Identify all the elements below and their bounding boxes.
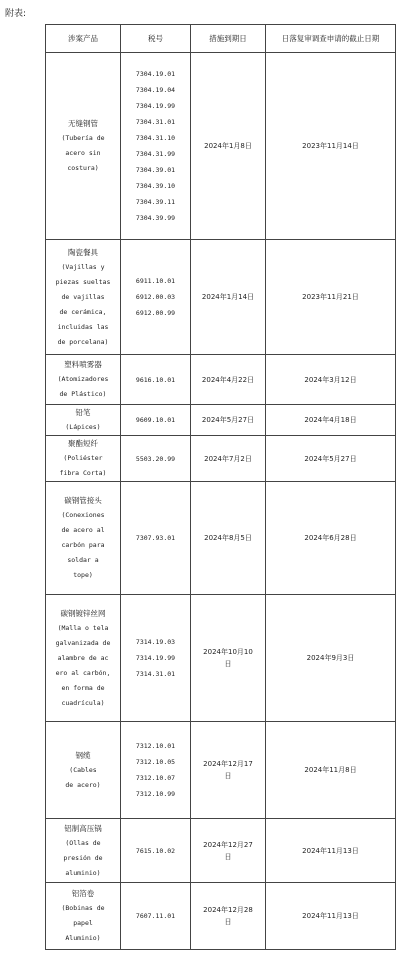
expiry-date-cell [191, 819, 266, 883]
product-name-es-line: de vajillas [61, 292, 105, 301]
review-deadline-cell: 2023年11月14日 [266, 53, 396, 240]
product-name-es-line: (Malla o tela [57, 623, 109, 632]
expiry-date-cell: 2024年4月22日 [191, 355, 266, 405]
product-name-es-line: acero sin [65, 149, 101, 157]
expiry-date-cell: 2024年8月5日 [191, 482, 266, 595]
product-name-es-line: de cerámica, [59, 307, 107, 316]
product-name-es-line: piezas sueltas [55, 277, 111, 286]
tariff-code: 7304.19.04 [135, 86, 176, 94]
product-name-es-line: (Lápices) [65, 423, 101, 431]
product-name-es-line: (Cables [69, 765, 97, 774]
tariff-code: 7304.31.01 [135, 118, 176, 126]
tariff-codes-cell [121, 482, 191, 595]
tariff-code: 7304.19.01 [135, 70, 176, 78]
product-name-cn: 铝箔卷 [71, 889, 95, 898]
col-header-expiry: 措施到期日 [191, 25, 266, 53]
tariff-code: 7312.10.07 [135, 774, 176, 782]
product-cell [46, 722, 121, 819]
tariff-codes-cell [121, 595, 191, 722]
tariff-codes-cell [121, 240, 191, 355]
expiry-date-line: 日 [224, 660, 232, 668]
product-name-es-line: aluminio) [65, 868, 101, 877]
product-name-es-line: alambre de ac [57, 653, 109, 662]
tariff-code: 7304.31.99 [135, 150, 176, 158]
product-name-es-line: (Atomizadores [57, 375, 109, 383]
product-name-es-line: soldar a [67, 556, 99, 564]
product-name-cn: 钢缆 [75, 750, 91, 760]
product-cell [46, 405, 121, 436]
product-name-es-line: tope) [73, 571, 93, 579]
tariff-codes-cell [121, 436, 191, 482]
product-cell [46, 240, 121, 355]
tariff-code: 9616.10.01 [135, 375, 176, 384]
review-deadline-cell: 2024年6月28日 [266, 482, 396, 595]
table-row [46, 819, 396, 883]
product-name-es-line: presión de [63, 853, 103, 862]
product-cell [46, 482, 121, 595]
expiry-date-line: 2024年12月27 [203, 840, 253, 849]
expiry-date-line: 2024年12月17 [203, 760, 253, 768]
product-name-es-line: Aluminio) [65, 934, 101, 942]
product-name-es-line: de Plástico) [59, 390, 107, 398]
review-deadline-cell: 2024年4月18日 [266, 405, 396, 436]
expiry-date-line: 2024年10月10 [203, 648, 253, 656]
tariff-code: 7312.10.05 [135, 758, 176, 766]
review-deadline-cell: 2023年11月21日 [266, 240, 396, 355]
product-name-es-line: (Tubería de [61, 134, 105, 142]
table-row [46, 240, 396, 355]
tariff-code: 6911.10.01 [135, 277, 176, 285]
tariff-codes-cell [121, 405, 191, 436]
table-row [46, 405, 396, 436]
review-deadline-cell: 2024年3月12日 [266, 355, 396, 405]
table-row [46, 595, 396, 722]
tariff-codes-cell [121, 722, 191, 819]
product-name-es-line: galvanizada de [55, 638, 111, 647]
product-cell [46, 53, 121, 240]
tariff-code: 7312.10.01 [135, 742, 176, 750]
product-name-es-line: de porcelana) [57, 337, 109, 346]
product-name-es-line: ero al carbón, [55, 668, 111, 677]
tariff-codes-cell [121, 53, 191, 240]
product-name-es-line: (Conexiones [61, 511, 105, 519]
product-name-es-line: de acero) [65, 780, 101, 789]
product-name-es-line: incluidas las [57, 322, 109, 331]
product-name-es-line: (Poliéster [63, 454, 103, 462]
product-cell [46, 883, 121, 950]
table-header-row [46, 25, 396, 53]
expiry-date-line: 日 [224, 772, 232, 780]
tariff-code: 7304.39.10 [135, 182, 176, 190]
tariff-code: 7304.39.01 [135, 166, 176, 174]
tariff-code: 7615.10.02 [135, 846, 176, 855]
col-header-deadline: 日落复审调查申请的截止日期 [266, 25, 396, 53]
expiry-date-cell [191, 595, 266, 722]
tariff-code: 6912.00.99 [135, 309, 176, 317]
tariff-code: 7304.39.11 [135, 198, 176, 206]
expiry-date-line: 日 [224, 852, 232, 861]
product-name-es-line: (Vajillas y [61, 262, 105, 271]
product-name-cn: 碳钢管接头 [64, 496, 102, 505]
table-row [46, 883, 396, 950]
expiry-date-cell [191, 722, 266, 819]
tariff-code: 9609.10.01 [135, 416, 176, 424]
tariff-code: 7304.39.99 [135, 214, 176, 222]
review-deadline-cell: 2024年11月13日 [266, 819, 396, 883]
tariff-codes-cell [121, 819, 191, 883]
table-row [46, 436, 396, 482]
product-cell [46, 355, 121, 405]
product-name-cn: 碳钢镀锌丝网 [60, 608, 106, 618]
review-deadline-cell: 2024年9月3日 [266, 595, 396, 722]
tariff-code: 5503.20.99 [135, 454, 176, 463]
tariff-code: 7314.19.03 [135, 638, 176, 646]
col-header-product: 涉案产品 [46, 25, 121, 53]
col-header-tariff-code: 税号 [121, 25, 191, 53]
expiry-date-line: 日 [224, 918, 232, 926]
table-row [46, 53, 396, 240]
expiry-date-cell: 2024年7月2日 [191, 436, 266, 482]
expiry-date-line: 2024年12月28 [203, 906, 253, 914]
expiry-date-cell: 2024年1月8日 [191, 53, 266, 240]
expiry-date-cell [191, 883, 266, 950]
products-table [45, 24, 396, 950]
product-name-es-line: costura) [67, 164, 99, 172]
review-deadline-cell: 2024年5月27日 [266, 436, 396, 482]
tariff-codes-cell [121, 355, 191, 405]
tariff-code: 7304.19.99 [135, 102, 176, 110]
tariff-code: 7314.19.99 [135, 654, 176, 662]
table-row [46, 355, 396, 405]
product-name-es-line: fibra Corta) [59, 469, 107, 477]
expiry-date-cell: 2024年1月14日 [191, 240, 266, 355]
review-deadline-cell: 2024年11月8日 [266, 722, 396, 819]
product-name-cn: 塑料喷雾器 [64, 360, 102, 369]
product-name-cn: 聚酯短纤 [68, 439, 98, 448]
product-cell [46, 436, 121, 482]
product-name-es-line: de acero al [61, 526, 105, 534]
tariff-code: 7304.31.10 [135, 134, 176, 142]
product-cell [46, 819, 121, 883]
product-name-cn: 铅笔 [75, 408, 91, 417]
table-row [46, 722, 396, 819]
product-name-es-line: cuadrícula) [61, 698, 105, 707]
tariff-code: 6912.00.03 [135, 293, 176, 301]
product-cell [46, 595, 121, 722]
tariff-code: 7607.11.01 [135, 912, 176, 920]
product-name-cn: 铝制高压锅 [64, 823, 102, 833]
product-name-es-line: papel [73, 919, 93, 927]
table-row [46, 482, 396, 595]
product-name-es-line: carbón para [61, 541, 105, 549]
product-name-cn: 陶瓷餐具 [68, 247, 98, 257]
tariff-codes-cell [121, 883, 191, 950]
product-name-es-line: (Bobinas de [61, 904, 105, 912]
expiry-date-cell: 2024年5月27日 [191, 405, 266, 436]
tariff-code: 7312.10.99 [135, 790, 176, 798]
product-name-es-line: (Ollas de [65, 838, 101, 847]
review-deadline-cell: 2024年11月13日 [266, 883, 396, 950]
appendix-label: 附表: [5, 9, 27, 19]
product-name-cn: 无缝钢管 [68, 119, 98, 128]
product-name-es-line: en forma de [61, 683, 105, 692]
tariff-code: 7307.93.01 [135, 534, 176, 542]
tariff-code: 7314.31.01 [135, 670, 176, 678]
